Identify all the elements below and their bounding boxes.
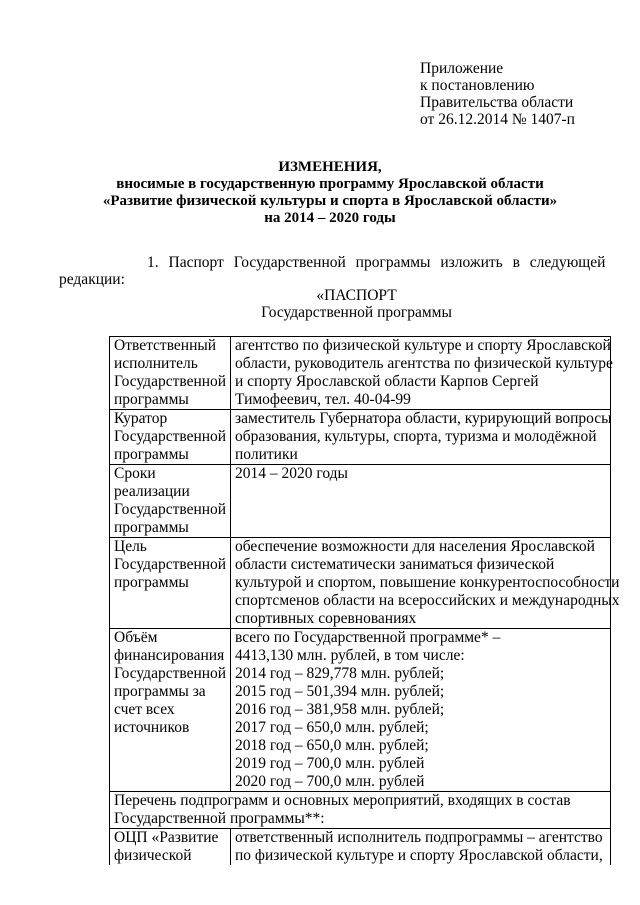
document-title [60,159,600,227]
row-label [110,538,231,629]
row-value [231,465,611,538]
value-line: обеспечение возможности для населения Ярославской [235,538,595,555]
label-line: ОЦП «Развитие [114,829,219,846]
table-row [110,538,611,629]
label-line: Государственной [114,501,227,518]
funding-year: 2018 год – 650,0 млн. рублей; [235,737,429,754]
passport-heading [103,287,610,321]
value-line: ответственный исполнитель подпрограммы – агентство [235,829,603,846]
label-line: Государственной [114,428,227,445]
row-label [110,829,231,866]
row-label [110,410,231,465]
value-line: области, руководитель агентства по физической культуре [235,355,613,372]
funding-year: 2016 год – 381,958 млн. рублей; [235,701,445,718]
appendix-line: от 26.12.2014 № 1407-п [420,111,575,128]
passport-title: «ПАСПОРТ [316,287,397,304]
title-line: вносимые в государственную программу Ярославской области [116,176,544,192]
intro-paragraph [59,254,610,288]
label-line: источников [114,719,190,736]
label-line: финансирования [114,647,225,664]
label-line: программы [114,391,189,408]
paragraph-line: 1. Паспорт Государственной программы изложить в следующей [147,254,606,271]
paragraph-line: редакции: [59,271,125,288]
passport-subtitle: Государственной программы [261,304,452,321]
value-line: спортсменов области на всероссийских и международных [235,592,620,609]
label-line: счет всех [114,701,175,718]
label-line: реализации [114,483,190,500]
title-line: ИЗМЕНЕНИЯ, [278,159,382,175]
subprograms-header [110,792,611,829]
value-line: культурой и спортом, повышение конкурентоспособности [235,574,620,591]
header-line: Государственной программы**: [114,810,325,827]
label-line: Куратор [114,410,168,427]
passport-table [109,336,620,865]
label-line: физической [114,847,192,864]
label-line: Государственной [114,665,227,682]
title-line: на 2014 – 2020 годы [264,210,396,226]
table-row-subprograms [110,792,611,829]
appendix-line: к постановлению [420,77,535,94]
table-row-funding [110,629,611,792]
label-line: Цель [114,538,147,555]
table-row [110,410,611,465]
value-line: 2014 – 2020 годы [235,465,348,482]
appendix-block [420,60,575,128]
label-line: программы за [114,683,206,700]
value-line: заместитель Губернатора области, курирующий вопросы [235,410,612,427]
funding-year: 2019 год – 700,0 млн. рублей [235,755,425,772]
value-line: и спорту Ярославской области Карпов Сергей [235,373,539,390]
table-row [110,829,611,866]
value-line: агентство по физической культуре и спорту Ярославской [235,337,611,354]
label-line: Объём [114,629,158,646]
row-value [231,538,620,629]
row-value [231,829,611,866]
table-row [110,337,611,410]
label-line: программы [114,519,189,536]
label-line: программы [114,446,189,463]
appendix-line: Правительства области [420,94,574,111]
title-line: «Развитие физической культуры и спорта в Ярославской области» [102,193,558,209]
value-line: спортивных соревнованиях [235,610,417,627]
funding-year: 2020 год – 700,0 млн. рублей [235,773,425,790]
row-value [231,629,611,792]
value-line: политики [235,446,298,463]
label-line: программы [114,574,189,591]
header-line: Перечень подпрограмм и основных мероприятий, входящих в состав [114,792,571,809]
row-value [231,410,611,465]
row-label [110,629,231,792]
value-line: образования, культуры, спорта, туризма и молодёжной [235,428,597,445]
appendix-line: Приложение [420,60,504,77]
table-row [110,465,611,538]
funding-year: 2014 год – 829,778 млн. рублей; [235,665,445,682]
funding-year: 2017 год – 650,0 млн. рублей; [235,719,429,736]
value-line: 4413,130 млн. рублей, в том числе: [235,647,465,664]
value-line: всего по Государственной программе* – [235,629,501,646]
label-line: Ответственный [114,337,217,354]
row-label [110,337,231,410]
row-value [231,337,611,410]
value-line: по физической культуре и спорту Ярославской области, [235,847,603,864]
label-line: Сроки [114,465,156,482]
label-line: исполнитель [114,355,198,372]
funding-year: 2015 год – 501,394 млн. рублей; [235,683,445,700]
row-label [110,465,231,538]
label-line: Государственной [114,556,227,573]
value-line: Тимофеевич, тел. 40-04-99 [235,391,411,408]
label-line: Государственной [114,373,227,390]
value-line: области систематически заниматься физической [235,556,555,573]
